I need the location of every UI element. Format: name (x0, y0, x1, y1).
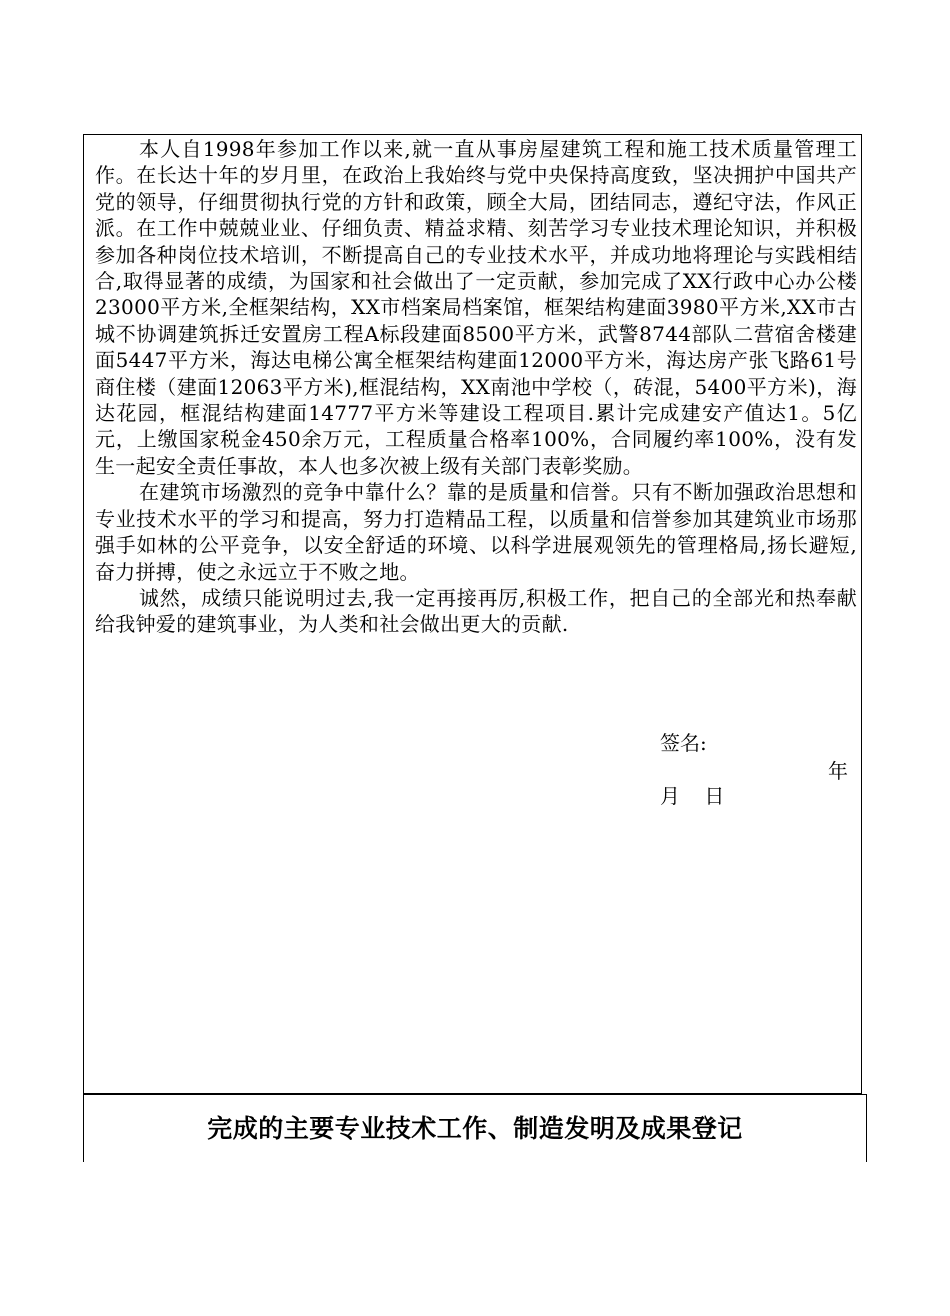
signature-label: 签名: (660, 731, 707, 755)
statement-text (95, 136, 857, 638)
month-day-label: 月 日 (660, 784, 725, 808)
paragraph-career-summary: 本人自1998年参加工作以来,就一直从事房屋建筑工程和施工技术质量管理工作。在长达十年的岁月里，在政治上我始终与党中央保持高度致，坚决拥护中国共产党的领导，仔细贯彻执行党的方针和政策，顾全大局，团结同志，遵纪守法，作风正派。在工作中兢兢业业、仔细负责、精益求精、刻苦学习专业技术理论知识，并积极参加各种岗位技术培训，不断提高自己的专业技术水平，并成功地将理论与实践相结合,取得显著的成绩，为国家和社会做出了一定贡献，参加完成了XX行政中心办公楼23000平方米,全框架结构，XX市档案局档案馆，框架结构建面3980平方米,XX市古城不协调建筑拆迁安置房工程A标段建面8500平方米，武警8744部队二营宿舍楼建面5447平方米，海达电梯公寓全框架结构建面12000平方米，海达房产张飞路61号商住楼（建面12063平方米),框混结构，XX南池中学校（，砖混，5400平方米)，海达花园，框混结构建面14777平方米等建设工程项目.累计完成建安产值达1。5亿元，上缴国家税金450余万元，工程质量合格率100%，合同履约率100%，没有发生一起安全责任事故，本人也多次被上级有关部门表彰奖励。 (95, 137, 857, 478)
paragraph-commitment: 诚然，成绩只能说明过去,我一定再接再厉,积极工作，把自己的全部光和热奉献给我钟爱的建筑事业，为人类和社会做出更大的贡献. (95, 585, 857, 637)
section-title: 完成的主要专业技术工作、制造发明及成果登记 (207, 1114, 743, 1143)
year-label: 年 (828, 759, 848, 783)
paragraph-competition: 在建筑市场激烈的竞争中靠什么？靠的是质量和信誉。只有不断加强政治思想和专业技术水平的学习和提高，努力打造精品工程，以质量和信誉参加其建筑业市场那强手如林的公平竞争，以安全舒适的环境、以科学进展观领先的管理格局,扬长避短,奋力拼搏，使之永远立于不败之地。 (95, 480, 857, 584)
